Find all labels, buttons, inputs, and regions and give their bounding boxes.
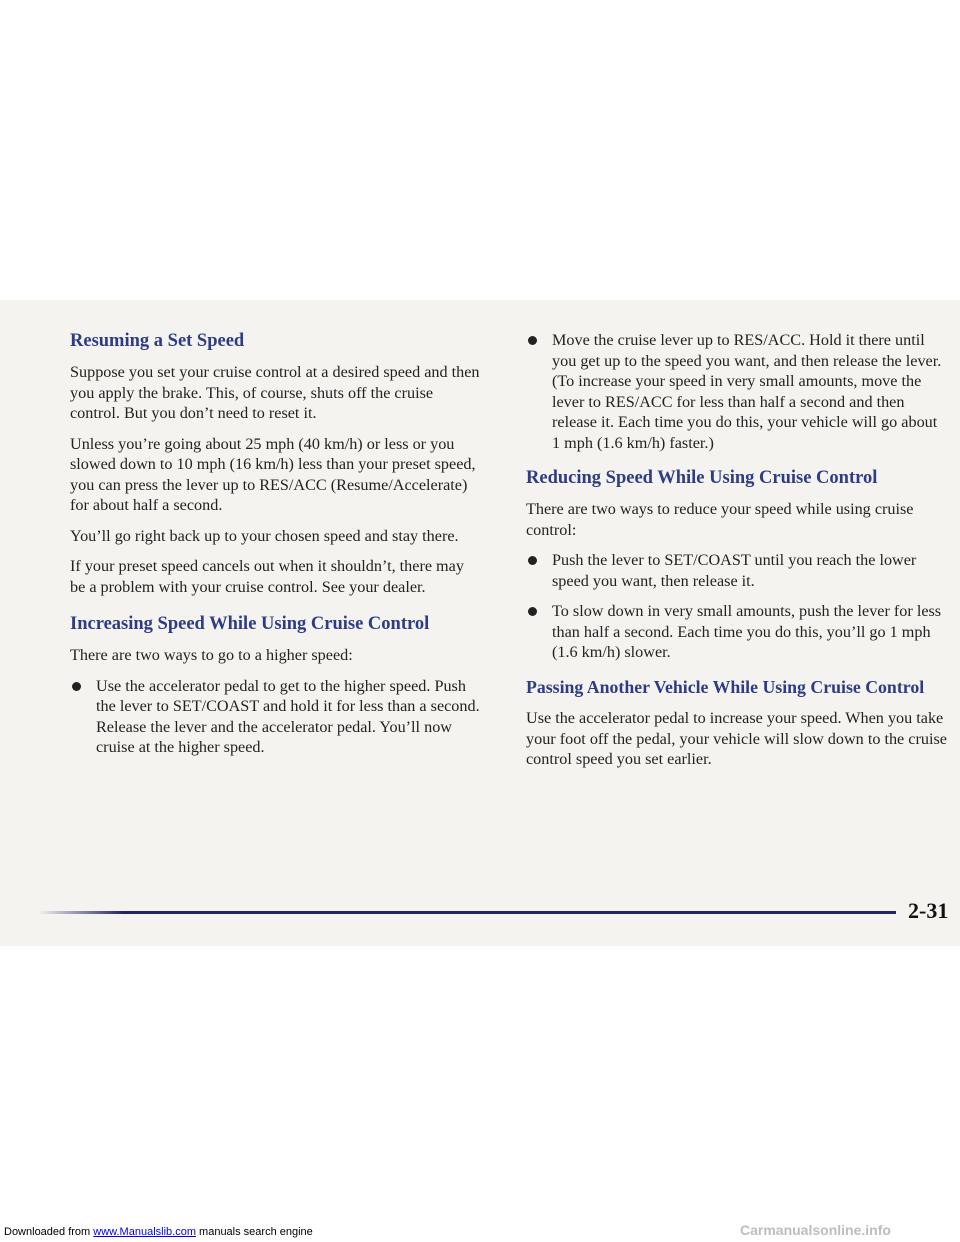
page-footer-rule bbox=[38, 911, 896, 914]
right-column bbox=[526, 330, 948, 780]
list-item bbox=[526, 601, 948, 663]
page-number: 2-31 bbox=[908, 898, 949, 923]
footer-suffix: manuals search engine bbox=[195, 1226, 313, 1238]
heading-resuming-set-speed: Resuming a Set Speed bbox=[70, 331, 245, 351]
bullet-icon bbox=[528, 556, 537, 565]
heading-reducing-speed: Reducing Speed While Using Cruise Control bbox=[526, 468, 878, 488]
list-item-text: Push the lever to SET/COAST until you reach the lower speed you want, then release it. bbox=[552, 551, 917, 590]
manualslib-link[interactable]: www.Manualslib.com bbox=[93, 1226, 196, 1238]
paragraph: Suppose you set your cruise control at a desired speed and then you apply the brake. This, of course, shuts off the cruise control. But you don’t need to reset it. bbox=[70, 363, 480, 423]
heading-passing-vehicle: Passing Another Vehicle While Using Cruise Control bbox=[526, 676, 925, 697]
heading-increasing-speed: Increasing Speed While Using Cruise Control bbox=[70, 614, 430, 635]
watermark: Carmanualsonline.info bbox=[740, 1222, 891, 1238]
footer-prefix: Downloaded from bbox=[4, 1226, 94, 1238]
bullet-icon bbox=[528, 336, 537, 345]
list-item bbox=[526, 550, 948, 591]
list-item-text: Use the accelerator pedal to get to the higher speed. Push the lever to SET/COAST and hold it for less than a second. Release the lever and the accelerator pedal. You’ll now cruise at the higher speed. bbox=[96, 676, 480, 757]
paragraph: There are two ways to reduce your speed while using cruise control: bbox=[526, 500, 914, 539]
paragraph: Unless you’re going about 25 mph (40 km/h) or less or you slowed down to 10 mph (16 km/h) less than your preset speed, you can press the lever up to RES/ACC (Resume/Accelerate) for about half a second. bbox=[70, 434, 476, 515]
list-item-text: Move the cruise lever up to RES/ACC. Hold it there until you get up to the speed you want, and then release the lever. (To increase your speed in very small amounts, move the lever to RES/ACC for less than half a second and then release it. Each time you do this, your vehicle will go about 1 mph (1.6 km/h) faster.) bbox=[552, 331, 942, 452]
list-item-text: To slow down in very small amounts, push the lever for less than half a second. Each time you do this, you’ll go 1 mph (1.6 km/h) slower. bbox=[552, 602, 942, 662]
paragraph: Use the accelerator pedal to increase your speed. When you take your foot off the pedal, your vehicle will slow down to the cruise control speed you set earlier. bbox=[526, 709, 947, 769]
list-item bbox=[70, 676, 482, 758]
left-column bbox=[70, 330, 482, 768]
download-footer bbox=[4, 1226, 313, 1238]
list-item bbox=[526, 330, 948, 453]
bullet-icon bbox=[528, 607, 537, 616]
paragraph: You’ll go right back up to your chosen speed and stay there. bbox=[70, 526, 459, 545]
paragraph: If your preset speed cancels out when it shouldn’t, there may be a problem with your cruise control. See your dealer. bbox=[70, 557, 464, 596]
bullet-icon bbox=[72, 682, 81, 691]
paragraph: There are two ways to go to a higher speed: bbox=[70, 646, 353, 665]
